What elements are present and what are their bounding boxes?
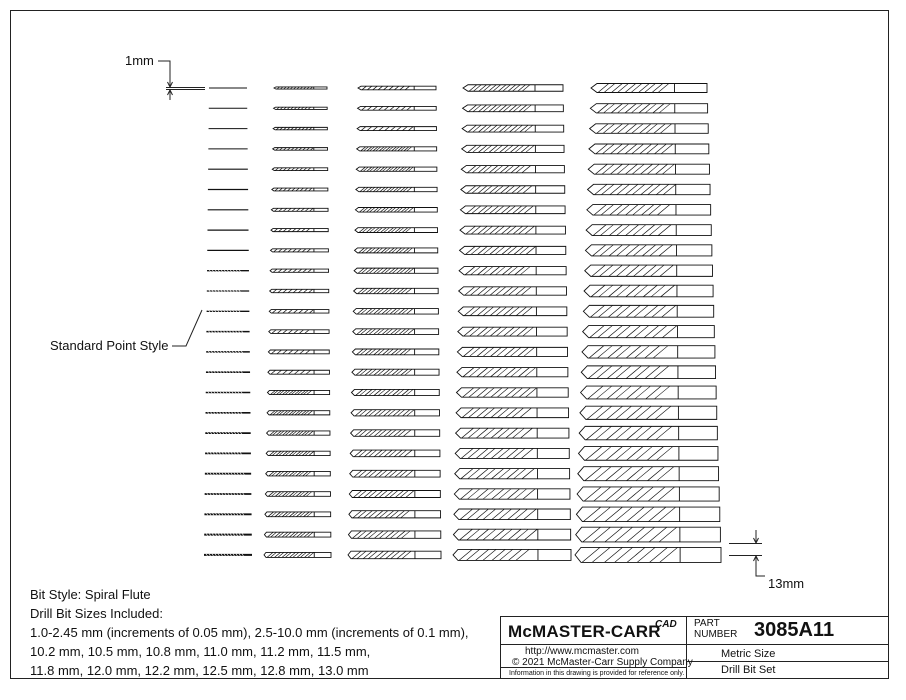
drill-bit: [206, 371, 250, 373]
drill-bit: [585, 245, 711, 256]
drill-bit: [267, 390, 329, 394]
drill-bit: [206, 331, 249, 333]
part-number: 3085A11: [754, 619, 835, 641]
drill-bit: [456, 388, 568, 397]
drill-bit: [458, 307, 567, 316]
drill-bit: [578, 447, 717, 461]
drill-bit: [462, 125, 564, 132]
drill-bit: [587, 205, 711, 216]
drill-bit: [358, 106, 437, 110]
drill-bit: [271, 208, 328, 211]
drill-bit: [455, 448, 569, 458]
dim-top-arrow-down: [168, 80, 173, 87]
drill-bit: [584, 285, 713, 297]
drill-bit: [454, 509, 570, 520]
cad-badge: CAD: [655, 619, 677, 630]
drill-bit: [453, 549, 571, 560]
drill-bit: [458, 327, 567, 336]
sizes-line-2: 10.2 mm, 10.5 mm, 10.8 mm, 11.0 mm, 11.2 mm, 11.5 mm,: [30, 644, 371, 659]
drill-bit: [590, 124, 709, 134]
drill-bit: [207, 270, 249, 271]
drill-bit: [205, 452, 251, 454]
drill-bit: [589, 144, 709, 154]
drill-bit: [457, 347, 567, 356]
drill-bit: [267, 431, 330, 435]
drill-bit: [353, 329, 439, 335]
drill-bit: [356, 187, 437, 191]
drill-bit: [581, 366, 715, 379]
drill-bit: [588, 184, 711, 194]
description-line2: Drill Bit Set: [721, 664, 776, 676]
drill-bit: [266, 471, 331, 476]
drill-bit: [274, 87, 327, 89]
drill-bit: [575, 547, 721, 562]
drill-bit: [583, 326, 715, 338]
drill-bit: [271, 229, 328, 232]
dim-bot-arrow-down: [754, 530, 759, 543]
drill-bit: [264, 552, 331, 557]
description-line1: Metric Size: [721, 648, 776, 660]
website-link[interactable]: http://www.mcmaster.com: [525, 646, 639, 657]
drill-bit: [350, 470, 440, 477]
drill-bit: [269, 330, 329, 334]
drill-bit: [358, 86, 436, 90]
drill-bit: [357, 147, 437, 151]
drill-bit: [357, 127, 436, 131]
drawing-notes: [30, 585, 469, 680]
bit-style-note: Bit Style: Spiral Flute: [30, 587, 151, 602]
drill-bit: [352, 349, 438, 355]
drill-bit: [460, 246, 566, 254]
title-block: [500, 616, 889, 678]
drill-bit: [264, 532, 330, 537]
dim-top-leader: [158, 61, 170, 80]
drill-bit: [207, 290, 249, 292]
drill-bit: [583, 305, 713, 317]
drill-bit: [453, 529, 570, 540]
drill-bit: [457, 368, 568, 377]
part-label-line2: NUMBER: [694, 629, 738, 640]
sizes-line-3: 11.8 mm, 12.0 mm, 12.2 mm, 12.5 mm, 12.8 mm, 13.0 mm: [30, 663, 369, 678]
drill-bit: [354, 288, 439, 293]
drill-bit: [204, 534, 252, 536]
dim-top-arrow-up: [168, 90, 173, 100]
drill-bit: [207, 311, 250, 313]
drill-bit: [351, 389, 439, 395]
drill-bit: [459, 287, 567, 295]
part-label-line1: PART: [694, 618, 720, 629]
dimension-label-1mm: 1mm: [125, 53, 154, 68]
drill-bit: [270, 269, 328, 272]
drill-bit: [351, 430, 440, 436]
sizes-line-1: 1.0-2.45 mm (increments of 0.05 mm), 2.5-10.0 mm (increments of 0.1 mm),: [30, 625, 469, 640]
drill-bit: [273, 127, 327, 129]
drill-bit: [591, 84, 707, 93]
drill-bit: [586, 225, 711, 236]
drill-bit: [581, 386, 717, 399]
drill-bit: [456, 408, 569, 418]
point-style-leader: [172, 310, 202, 346]
point-style-callout: Standard Point Style: [50, 338, 169, 353]
drill-bit: [460, 226, 565, 234]
drill-bit: [355, 248, 438, 253]
drill-bit: [576, 527, 721, 542]
drill-bit: [205, 473, 251, 475]
drill-bit: [267, 411, 330, 415]
drill-bit: [274, 107, 328, 109]
drill-bit: [350, 450, 440, 457]
drill-bit: [585, 265, 713, 276]
drill-bit: [269, 310, 329, 314]
drill-bit: [579, 426, 717, 439]
drill-bit: [461, 186, 565, 193]
drill-bit: [265, 492, 330, 497]
drill-bit: [580, 406, 717, 419]
drill-bit: [349, 511, 441, 518]
drill-bit: [455, 469, 570, 479]
drill-bit: [588, 164, 709, 174]
drill-bit: [460, 206, 565, 214]
drill-bit: [273, 148, 328, 151]
drill-bit: [456, 428, 569, 438]
drill-bit: [351, 410, 439, 416]
drill-bit: [582, 346, 715, 358]
drill-bit: [349, 491, 440, 498]
disclaimer-text: Information in this drawing is provided for reference only.: [509, 670, 685, 677]
drill-bit: [348, 531, 440, 538]
drill-bit: [270, 289, 329, 292]
drill-bit: [578, 467, 719, 481]
drill-bit: [272, 168, 327, 171]
drill-bit: [355, 207, 437, 212]
drill-bits: [204, 84, 721, 563]
drill-bit: [459, 267, 566, 275]
drill-bit: [454, 489, 570, 499]
sizes-heading: Drill Bit Sizes Included:: [30, 606, 163, 621]
drill-bit: [206, 392, 251, 394]
drill-bit: [206, 412, 251, 414]
drill-bit: [354, 268, 438, 273]
drill-bit: [206, 351, 250, 353]
drill-bit: [355, 228, 438, 233]
drill-bit: [272, 188, 328, 191]
copyright-text: © 2021 McMaster-Carr Supply Company: [512, 657, 693, 668]
drill-bit: [462, 145, 564, 152]
drill-bit: [576, 507, 719, 521]
drill-bit: [268, 350, 329, 354]
drill-bit: [463, 85, 563, 92]
drill-bit: [204, 554, 252, 556]
drill-bit: [353, 309, 438, 314]
drill-bit: [463, 105, 564, 112]
drill-bit: [271, 249, 329, 252]
drill-bit: [268, 370, 330, 374]
dimension-label-13mm: 13mm: [768, 576, 805, 591]
drill-bit: [461, 166, 564, 173]
drill-bit: [205, 493, 252, 495]
drill-bit: [265, 512, 331, 517]
drill-bit: [348, 551, 441, 559]
drill-bit: [577, 487, 719, 501]
brand-logo: McMASTER-CARR: [508, 622, 661, 641]
drill-bit: [266, 451, 330, 455]
drill-bit: [356, 167, 437, 171]
drill-bit: [352, 369, 439, 375]
drill-bit: [204, 513, 251, 515]
drill-bit: [590, 104, 707, 113]
drill-bit: [205, 432, 250, 434]
